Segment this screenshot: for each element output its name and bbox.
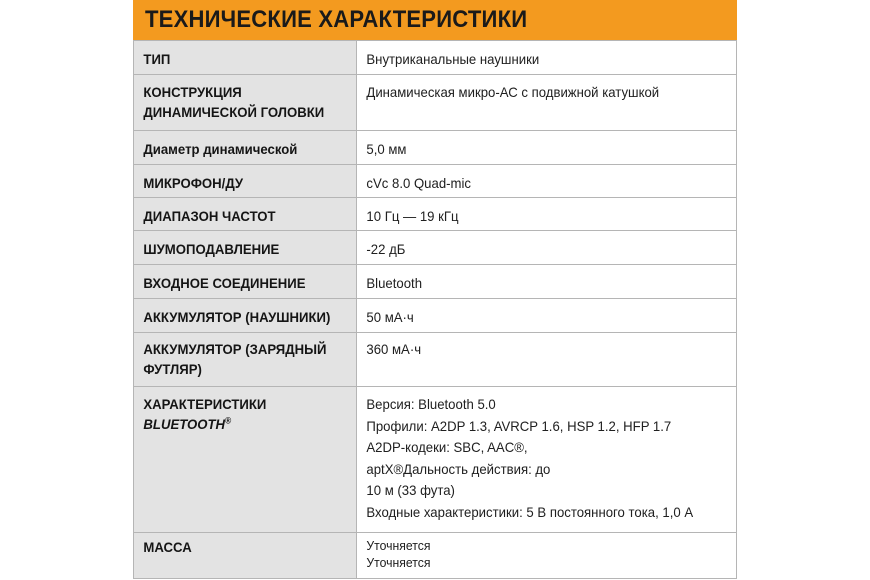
spec-value: 10 Гц — 19 кГц [366,208,459,224]
spec-label-cell [134,265,357,299]
spec-value: Внутриканальные наушники [366,51,540,67]
spec-label: ШУМОПОДАВЛЕНИЕ [143,241,280,257]
specs-table [133,40,737,579]
table-row [134,131,737,165]
table-row [134,75,737,131]
spec-value-line: aptX®Дальность действия: до [366,460,551,477]
spec-value-cell [357,231,737,265]
spec-label-line: КОНСТРУКЦИЯ [143,84,242,100]
spec-value: Bluetooth [366,275,423,291]
spec-label-cell [134,41,357,75]
spec-value: Динамическая микро-АС с подвижной катушкой [366,84,660,100]
bluetooth-word: BLUETOOTH [143,416,226,432]
spec-label: Диаметр динамической [143,141,298,157]
spec-label-cell [134,165,357,198]
spec-value-cell [357,387,737,533]
spec-value-cell [357,165,737,198]
registered-mark: ® [225,415,232,426]
table-row [134,533,737,579]
spec-label-cell [134,131,357,165]
spec-value-cell [357,265,737,299]
spec-label: МАССА [143,539,192,555]
spec-label-cell [134,387,357,533]
spec-label-cell [134,75,357,131]
table-row [134,265,737,299]
spec-label-cell [134,231,357,265]
spec-label-cell [134,299,357,333]
spec-sheet [133,0,737,580]
spec-value-cell [357,131,737,165]
spec-value: 360 мА·ч [366,341,422,357]
table-row [134,231,737,265]
spec-value-line: Уточняется [366,538,431,553]
spec-value-line: A2DP-кодеки: SBC, AAC®, [366,439,528,455]
spec-value-line: Версия: Bluetooth 5.0 [366,396,496,412]
spec-label: АККУМУЛЯТОР (НАУШНИКИ) [143,309,331,325]
table-row [134,41,737,75]
spec-value-line: Профили: A2DP 1.3, AVRCP 1.6, HSP 1.2, HFP 1.7 [366,417,672,434]
spec-label-text: ХАРАКТЕРИСТИКИ [143,396,267,412]
spec-label [134,387,343,434]
spec-label: ТИП [143,51,171,67]
table-row [134,387,737,533]
spec-value-cell [357,41,737,75]
spec-value-cell [357,75,737,131]
spec-label-cell [134,333,357,387]
table-row [134,299,737,333]
spec-value: cVc 8.0 Quad-mic [366,175,471,191]
spec-value-line: 10 м (33 фута) [366,482,455,498]
spec-value-cell [357,333,737,387]
spec-value-line: Уточняется [366,555,431,570]
spec-value: 5,0 мм [366,141,407,157]
spec-label-line: АККУМУЛЯТОР (ЗАРЯДНЫЙ [143,341,327,357]
spec-label: ДИАПАЗОН ЧАСТОТ [143,208,276,224]
spec-label-line: ДИНАМИЧЕСКОЙ ГОЛОВКИ [143,104,325,120]
table-row [134,198,737,231]
spec-value-cell [357,299,737,333]
spec-value: 50 мА·ч [366,309,414,325]
spec-label: МИКРОФОН/ДУ [143,175,244,191]
spec-value: -22 дБ [366,241,406,257]
table-row [134,165,737,198]
spec-label-cell [134,533,357,579]
spec-value-cell [357,533,737,579]
title-bar [133,0,737,40]
spec-value-cell [357,198,737,231]
spec-label-cell [134,198,357,231]
table-row [134,333,737,387]
spec-value-line: Входные характеристики: 5 В постоянного тока, 1,0 А [366,503,694,520]
page-title: ТЕХНИЧЕСКИЕ ХАРАКТЕРИСТИКИ [145,6,528,33]
spec-label: ВХОДНОЕ СОЕДИНЕНИЕ [143,275,306,291]
spec-label-line: ФУТЛЯР) [143,361,202,377]
